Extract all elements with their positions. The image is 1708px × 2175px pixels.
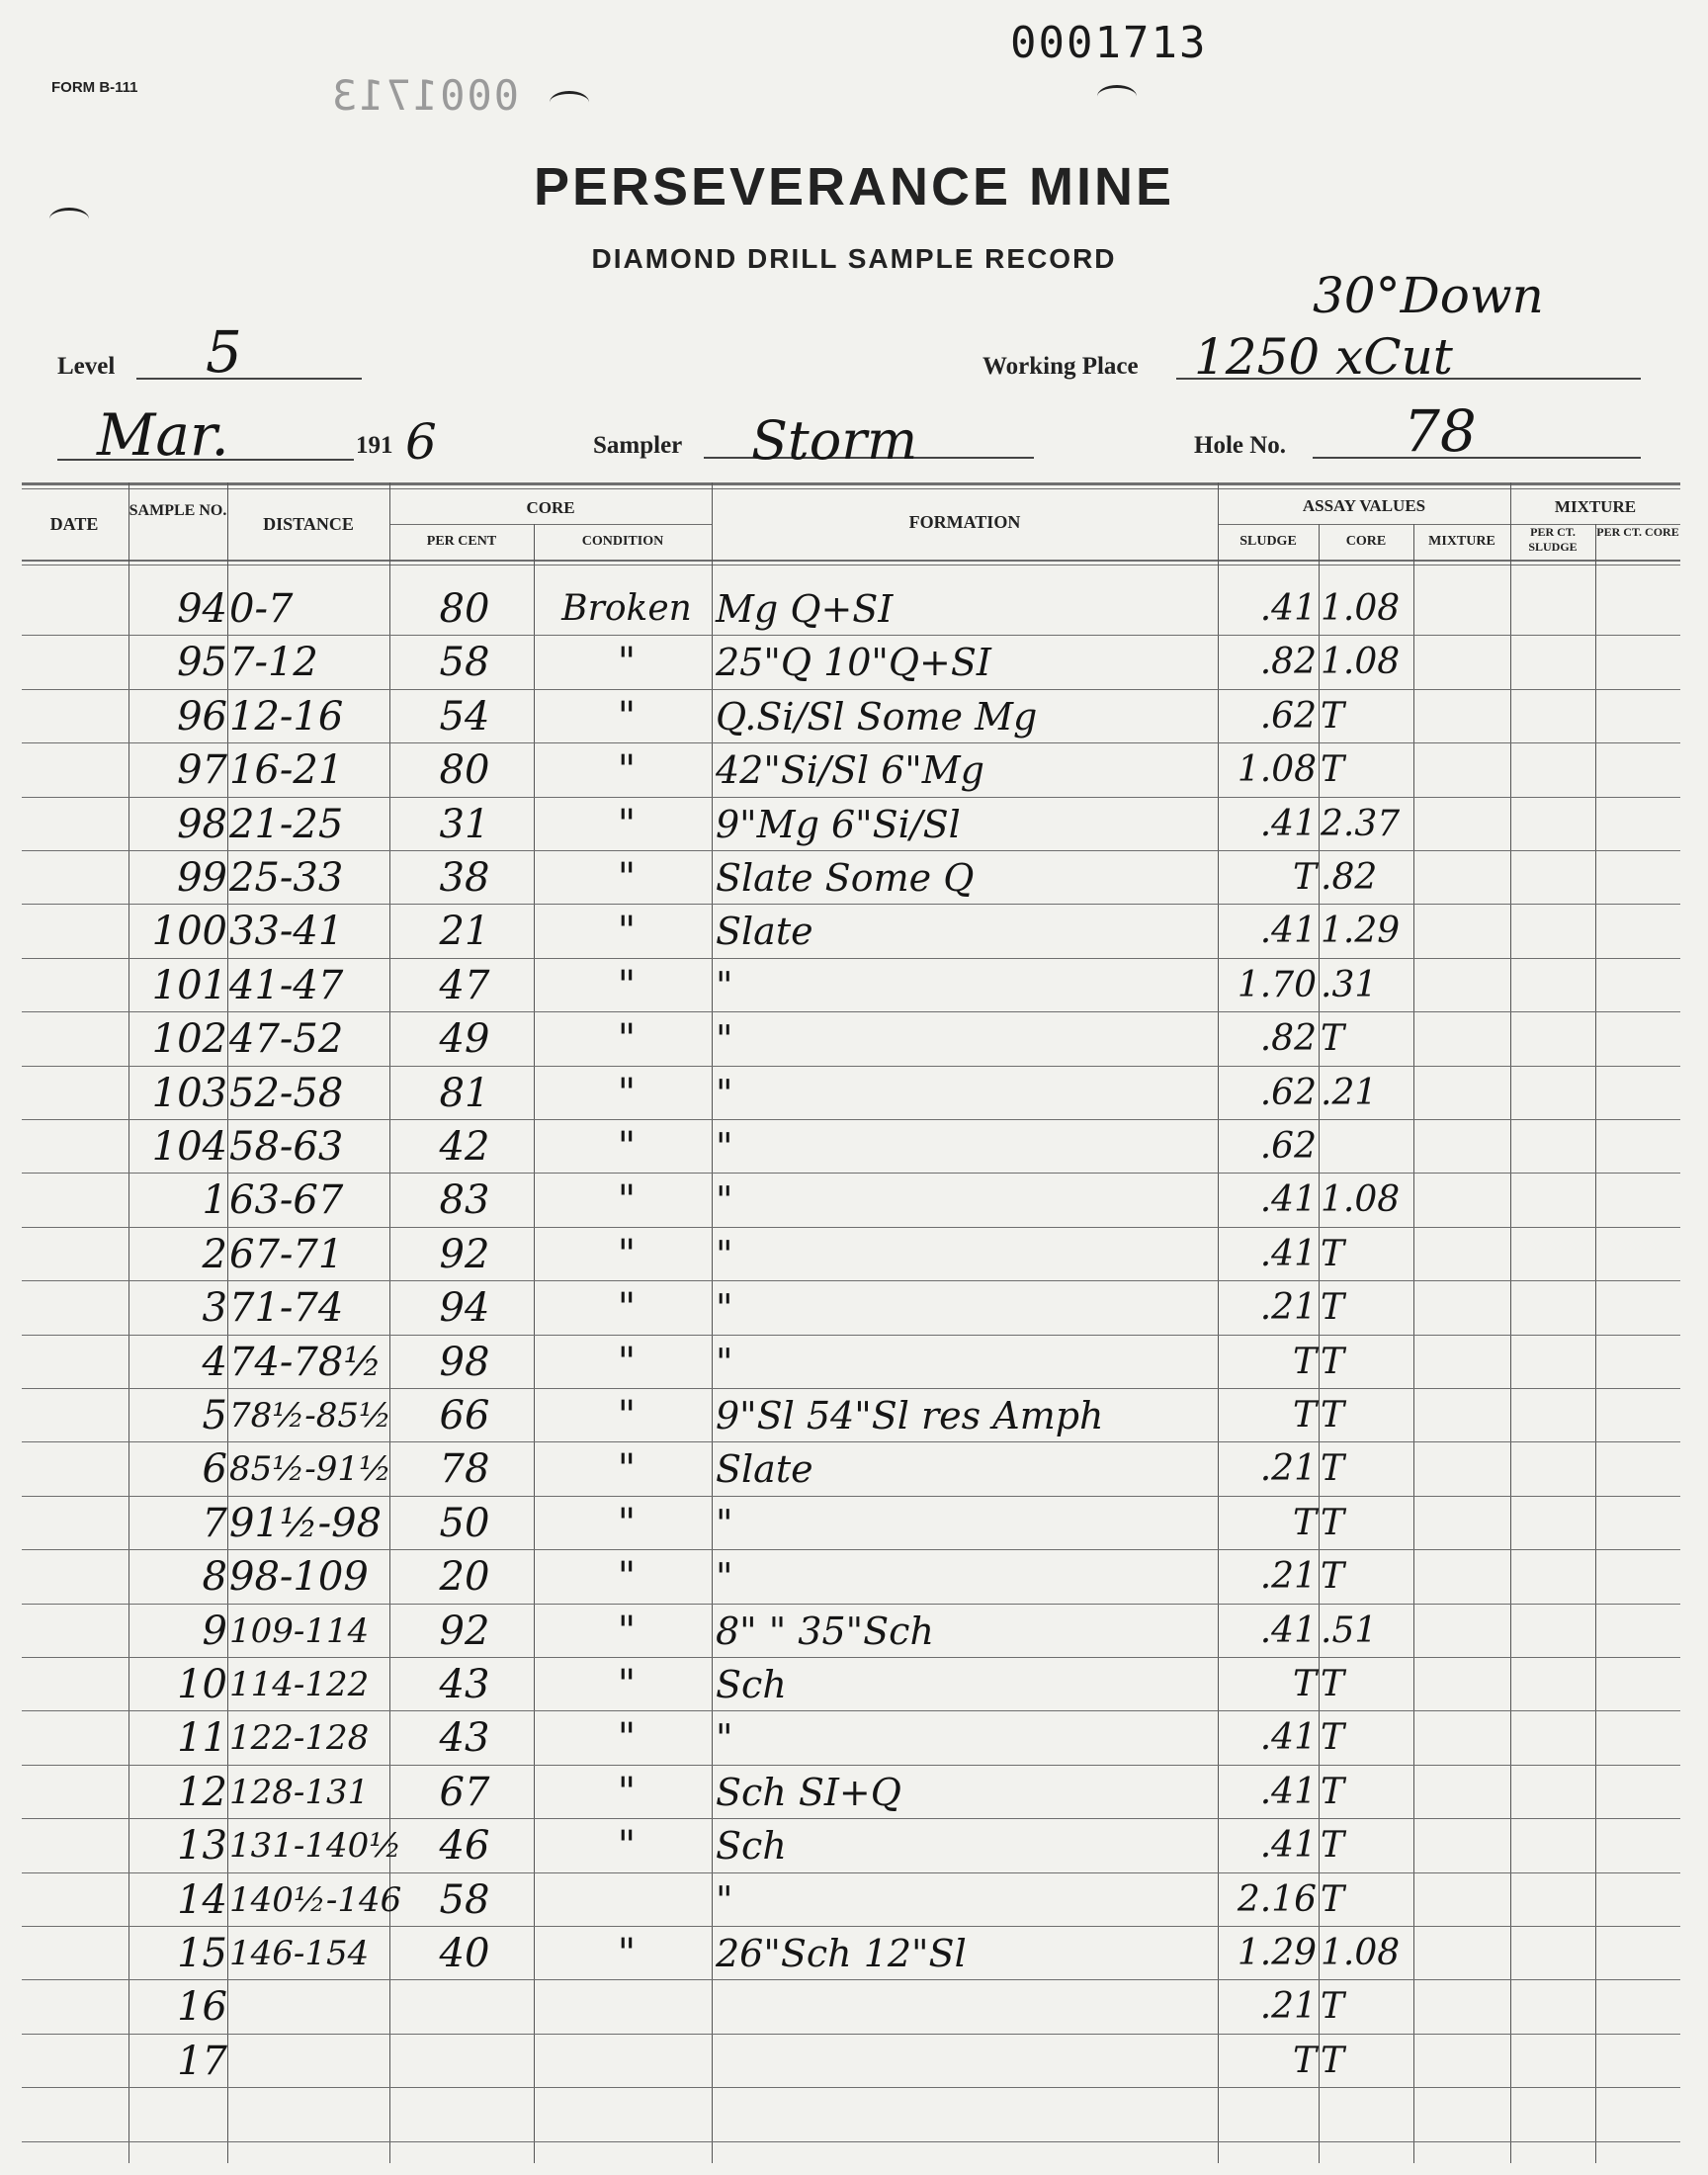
assay-sludge: .41 — [1259, 803, 1317, 844]
core-per-cent: 92 — [439, 1231, 490, 1277]
formation-text: " — [716, 1017, 733, 1062]
core-per-cent: 92 — [439, 1608, 490, 1654]
distance-value: 146-154 — [229, 1934, 370, 1973]
col-header-formation: FORMATION — [908, 512, 1021, 532]
sampler-label: Sampler — [593, 432, 683, 459]
row-rule — [22, 1441, 1680, 1442]
formation-text: 42"Si/Sl 6"Mg — [716, 748, 984, 793]
distance-value: 16-21 — [229, 747, 344, 794]
core-condition — [542, 2036, 712, 2087]
assay-sludge: .41 — [1259, 1771, 1317, 1812]
assay-sludge: .82 — [1259, 1018, 1317, 1060]
core-condition — [542, 1874, 712, 1926]
assay-core: .21 — [1321, 1072, 1378, 1113]
table-row — [0, 1874, 1708, 1926]
core-per-cent: 78 — [439, 1446, 490, 1493]
core-per-cent: 50 — [439, 1500, 490, 1546]
core-condition: " — [617, 962, 637, 1008]
row-rule — [22, 742, 1680, 743]
assay-sludge: 2.16 — [1237, 1878, 1317, 1920]
assay-sludge: .41 — [1259, 1610, 1317, 1651]
formation-text: Q.Si/Sl Some Mg — [716, 694, 1038, 739]
assay-sludge: .41 — [1259, 1717, 1317, 1759]
formation-text: " — [716, 1125, 733, 1169]
table-row — [0, 1282, 1708, 1334]
core-per-cent: 43 — [439, 1715, 490, 1762]
serial-number: 0001713 — [1010, 18, 1208, 68]
assay-sludge: .62 — [1259, 1072, 1317, 1113]
assay-core: T — [1321, 1448, 1345, 1490]
formation-text: " — [716, 963, 733, 1007]
formation-text: Mg Q+SI — [716, 587, 894, 631]
core-per-cent: 31 — [439, 801, 490, 847]
core-condition: " — [617, 747, 637, 794]
formation-text: " — [716, 1178, 733, 1223]
distance-value: 47-52 — [229, 1016, 344, 1063]
assay-sludge: .21 — [1259, 1556, 1317, 1598]
table-row — [0, 906, 1708, 957]
core-condition: " — [617, 1500, 637, 1546]
date-value: Mar. — [97, 401, 229, 469]
distance-value: 41-47 — [229, 962, 344, 1008]
row-rule — [22, 1280, 1680, 1281]
row-rule — [22, 1496, 1680, 1497]
table-row — [0, 1712, 1708, 1764]
row-rule — [22, 1119, 1680, 1120]
assay-core: T — [1321, 2040, 1345, 2081]
distance-value: 109-114 — [229, 1610, 370, 1651]
col-header-assay-mixture: MIXTURE — [1428, 534, 1495, 549]
sample-number: 11 — [177, 1715, 227, 1762]
col-header-mixture: MIXTURE — [1554, 497, 1637, 516]
assay-core: T — [1321, 1018, 1345, 1060]
table-header-bottom — [22, 565, 1680, 566]
row-rule — [22, 1227, 1680, 1228]
level-label: Level — [57, 353, 116, 380]
table-row — [0, 1498, 1708, 1549]
core-condition: " — [617, 1931, 637, 1976]
table-row — [0, 1551, 1708, 1603]
distance-value: 140½-146 — [229, 1879, 402, 1920]
assay-sludge: .41 — [1259, 1233, 1317, 1274]
sample-number: 13 — [177, 1823, 227, 1870]
distance-value: 71-74 — [229, 1285, 344, 1332]
col-header-per-ct-sludge: PER CT. SLUDGE — [1528, 525, 1578, 554]
page-title: PERSEVERANCE MINE — [533, 157, 1175, 217]
row-rule — [22, 1173, 1680, 1174]
formation-text: Slate — [716, 910, 813, 954]
form-number: FORM B-111 — [51, 79, 138, 96]
distance-value: 33-41 — [229, 909, 344, 955]
col-header-assay-values: ASSAY VALUES — [1302, 496, 1426, 515]
distance-value: 85½-91½ — [229, 1449, 391, 1490]
row-rule — [22, 1335, 1680, 1336]
sample-number: 5 — [202, 1393, 227, 1438]
sample-number: 10 — [177, 1662, 227, 1707]
sample-number: 100 — [151, 909, 227, 955]
core-condition: " — [617, 1715, 637, 1762]
assay-sludge: T — [1292, 1341, 1317, 1382]
row-rule — [22, 797, 1680, 798]
row-rule — [22, 1011, 1680, 1012]
core-per-cent: 47 — [439, 962, 490, 1008]
table-row — [0, 1981, 1708, 2033]
formation-text: 8" " 35"Sch — [716, 1609, 934, 1653]
assay-core: T — [1321, 1341, 1345, 1382]
assay-core: T — [1321, 1395, 1345, 1436]
row-rule — [22, 2087, 1680, 2088]
core-condition: " — [617, 1177, 637, 1224]
col-header-date: DATE — [49, 514, 99, 534]
core-condition: " — [617, 1823, 637, 1870]
assay-core: T — [1321, 749, 1345, 791]
row-rule — [22, 850, 1680, 851]
assay-sludge: .41 — [1259, 911, 1317, 952]
table-row — [0, 1013, 1708, 1065]
table-row — [0, 1229, 1708, 1280]
core-per-cent: 67 — [439, 1769, 490, 1815]
formation-text: Sch SI+Q — [716, 1770, 901, 1814]
sample-number: 12 — [177, 1769, 227, 1815]
core-per-cent: 58 — [439, 640, 490, 686]
col-header-sludge: SLUDGE — [1239, 534, 1297, 549]
formation-text: " — [716, 1501, 733, 1545]
core-condition: " — [617, 1016, 637, 1063]
assay-core: 1.08 — [1321, 642, 1401, 683]
distance-value: 21-25 — [229, 801, 344, 847]
formation-text: 9"Mg 6"Si/Sl — [716, 802, 961, 846]
distance-value: 7-12 — [229, 640, 318, 686]
formation-text: " — [716, 1340, 733, 1384]
sample-number: 99 — [177, 855, 227, 901]
table-row — [0, 744, 1708, 796]
core-condition: " — [617, 1393, 637, 1438]
table-row — [0, 852, 1708, 904]
table-row — [0, 1928, 1708, 1979]
assay-core: .31 — [1321, 964, 1378, 1005]
table-row — [0, 691, 1708, 742]
table-row — [0, 1390, 1708, 1441]
distance-value: 128-131 — [229, 1772, 370, 1812]
row-rule — [22, 1926, 1680, 1927]
assay-sludge: .62 — [1259, 1126, 1317, 1167]
core-condition: " — [617, 801, 637, 847]
assay-sludge: .21 — [1259, 1448, 1317, 1490]
core-per-cent: 38 — [439, 855, 490, 901]
core-header-divider — [389, 524, 712, 525]
formation-text: " — [716, 1877, 733, 1922]
sample-number: 103 — [151, 1070, 227, 1116]
row-rule — [22, 689, 1680, 690]
distance-value: 63-67 — [229, 1177, 344, 1224]
sample-number: 96 — [177, 693, 227, 740]
core-per-cent: 49 — [439, 1016, 490, 1063]
core-per-cent: 42 — [439, 1124, 490, 1170]
distance-value: 74-78½ — [229, 1339, 383, 1385]
working-place-label: Working Place — [982, 353, 1139, 380]
assay-core: 1.29 — [1321, 911, 1401, 952]
sample-number: 98 — [177, 801, 227, 847]
assay-core: 1.08 — [1321, 1179, 1401, 1221]
assay-core: T — [1321, 1878, 1345, 1920]
distance-value: 58-63 — [229, 1124, 344, 1170]
sample-number: 2 — [202, 1231, 227, 1277]
core-condition: " — [617, 1124, 637, 1170]
page-subtitle: DIAMOND DRILL SAMPLE RECORD — [591, 243, 1117, 274]
distance-value — [229, 2036, 389, 2087]
table-row — [0, 1121, 1708, 1173]
table-row — [0, 1659, 1708, 1710]
table-row — [0, 1068, 1708, 1119]
core-condition: " — [617, 1070, 637, 1116]
row-rule — [22, 1872, 1680, 1873]
core-condition: " — [617, 909, 637, 955]
core-per-cent: 80 — [439, 586, 490, 632]
level-value: 5 — [206, 318, 242, 386]
year-written: 6 — [405, 413, 437, 471]
working-place-note: 30°Down — [1313, 267, 1544, 324]
core-per-cent: 54 — [439, 693, 490, 740]
distance-value: 114-122 — [229, 1665, 370, 1704]
core-per-cent: 40 — [439, 1931, 490, 1976]
distance-value: 52-58 — [229, 1070, 344, 1116]
sample-number: 94 — [177, 586, 227, 632]
row-rule — [22, 1765, 1680, 1766]
table-row — [0, 583, 1708, 635]
assay-sludge: T — [1292, 2040, 1317, 2081]
assay-sludge: 1.08 — [1237, 749, 1317, 791]
core-condition: " — [617, 855, 637, 901]
core-per-cent: 58 — [439, 1876, 490, 1923]
col-header-per-cent: PER CENT — [426, 534, 497, 549]
col-header-core: CORE — [526, 498, 575, 517]
core-per-cent: 43 — [439, 1662, 490, 1707]
sample-number: 101 — [151, 962, 227, 1008]
serial-number-bleedthrough: 0001713 — [330, 71, 520, 120]
core-per-cent — [395, 1981, 534, 2033]
formation-text: " — [716, 1286, 733, 1331]
col-header-sample-no: SAMPLE NO. — [128, 502, 227, 519]
assay-sludge: .62 — [1259, 695, 1317, 737]
sample-number: 104 — [151, 1124, 227, 1170]
assay-sludge: T — [1292, 1395, 1317, 1436]
distance-value — [229, 1981, 389, 2033]
distance-value: 98-109 — [229, 1554, 369, 1601]
core-per-cent: 21 — [439, 909, 490, 955]
assay-sludge: .41 — [1259, 588, 1317, 629]
col-header-per-ct-core: PER CT. CORE — [1596, 525, 1679, 539]
assay-core: .51 — [1321, 1610, 1378, 1651]
core-condition: " — [617, 1285, 637, 1332]
row-rule — [22, 1066, 1680, 1067]
sample-number: 3 — [202, 1285, 227, 1332]
core-condition: " — [617, 1769, 637, 1815]
table-row — [0, 1337, 1708, 1388]
formation-text: " — [716, 1716, 733, 1761]
assay-header-divider — [1218, 524, 1510, 525]
assay-sludge: .41 — [1259, 1179, 1317, 1221]
assay-sludge: .82 — [1259, 642, 1317, 683]
assay-core: 2.37 — [1321, 803, 1401, 844]
assay-core: T — [1321, 1233, 1345, 1274]
table-row — [0, 1606, 1708, 1657]
core-per-cent: 20 — [439, 1554, 490, 1601]
assay-sludge: 1.70 — [1237, 964, 1317, 1005]
formation-text: Sch — [716, 1824, 787, 1869]
assay-core — [1321, 1121, 1413, 1173]
table-row — [0, 2036, 1708, 2087]
sample-number: 9 — [202, 1608, 227, 1654]
sample-number: 16 — [177, 1984, 227, 2031]
sample-number: 4 — [202, 1339, 227, 1385]
distance-value: 0-7 — [229, 586, 294, 632]
sample-number: 95 — [177, 640, 227, 686]
sample-number: 7 — [202, 1500, 227, 1546]
core-per-cent: 66 — [439, 1393, 490, 1438]
core-per-cent: 81 — [439, 1070, 490, 1116]
table-row — [0, 637, 1708, 688]
table-row — [0, 799, 1708, 850]
core-per-cent: 98 — [439, 1339, 490, 1385]
formation-text: " — [716, 1555, 733, 1600]
core-condition: " — [617, 1554, 637, 1601]
distance-value: 25-33 — [229, 855, 344, 901]
col-header-distance: DISTANCE — [263, 514, 354, 534]
row-rule — [22, 635, 1680, 636]
year-printed: 191 — [356, 432, 393, 459]
assay-core: T — [1321, 695, 1345, 737]
assay-core: T — [1321, 1717, 1345, 1759]
formation-text: Sch — [716, 1663, 787, 1706]
table-row — [0, 1174, 1708, 1226]
core-condition — [542, 1981, 712, 2033]
core-per-cent — [395, 2036, 534, 2087]
assay-sludge: T — [1292, 1502, 1317, 1543]
formation-text: 26"Sch 12"Sl — [716, 1932, 967, 1975]
core-per-cent: 80 — [439, 747, 490, 794]
formation-text — [716, 2036, 1210, 2087]
distance-value: 91½-98 — [229, 1500, 383, 1546]
assay-core: T — [1321, 1771, 1345, 1812]
formation-text: " — [716, 1071, 733, 1115]
sample-number: 15 — [177, 1931, 227, 1976]
core-condition: " — [617, 1446, 637, 1493]
distance-value: 122-128 — [229, 1718, 370, 1759]
assay-sludge: T — [1292, 857, 1317, 898]
assay-core: T — [1321, 1502, 1345, 1543]
row-rule — [22, 1979, 1680, 1980]
col-header-condition: CONDITION — [581, 534, 664, 549]
row-rule — [22, 2141, 1680, 2142]
assay-core: T — [1321, 1287, 1345, 1329]
sample-number: 14 — [177, 1876, 227, 1923]
table-top-border — [22, 488, 1680, 489]
sampler-value: Storm — [751, 409, 918, 472]
sample-number: 17 — [177, 2038, 227, 2084]
distance-value: 67-71 — [229, 1231, 344, 1277]
core-per-cent: 94 — [439, 1285, 490, 1332]
core-per-cent: 83 — [439, 1177, 490, 1224]
table-top-border — [22, 482, 1680, 485]
assay-core: T — [1321, 1825, 1345, 1867]
assay-core: 1.08 — [1321, 588, 1401, 629]
row-rule — [22, 1657, 1680, 1658]
formation-text: 9"Sl 54"Sl res Amph — [716, 1394, 1104, 1437]
col-header-assay-core: CORE — [1345, 534, 1387, 549]
row-rule — [22, 904, 1680, 905]
core-per-cent: 46 — [439, 1823, 490, 1870]
sample-number: 97 — [177, 747, 227, 794]
distance-value: 78½-85½ — [229, 1396, 391, 1436]
formation-text — [716, 1981, 1210, 2033]
assay-sludge: .21 — [1259, 1287, 1317, 1329]
table-row — [0, 1443, 1708, 1495]
assay-core: T — [1321, 1556, 1345, 1598]
row-rule — [22, 1549, 1680, 1550]
sample-number: 6 — [202, 1446, 227, 1493]
row-rule — [22, 1710, 1680, 1711]
working-place-value: 1250 xCut — [1194, 328, 1453, 386]
sample-number: 8 — [202, 1554, 227, 1601]
hole-number-value: 78 — [1404, 397, 1477, 465]
sample-number: 102 — [151, 1016, 227, 1063]
core-condition: Broken — [561, 588, 692, 629]
assay-core: .82 — [1321, 857, 1378, 898]
distance-value: 12-16 — [229, 693, 344, 740]
hole-number-label: Hole No. — [1194, 432, 1287, 459]
assay-sludge: T — [1292, 1664, 1317, 1704]
assay-core: T — [1321, 1986, 1345, 2028]
row-rule — [22, 1388, 1680, 1389]
core-condition: " — [617, 693, 637, 740]
assay-sludge: .41 — [1259, 1825, 1317, 1867]
core-condition: " — [617, 1662, 637, 1707]
row-rule — [22, 1818, 1680, 1819]
table-row — [0, 960, 1708, 1011]
formation-text: Slate — [716, 1447, 813, 1492]
assay-sludge: .21 — [1259, 1986, 1317, 2028]
formation-text: 25"Q 10"Q+SI — [716, 641, 991, 685]
assay-sludge: 1.29 — [1237, 1933, 1317, 1973]
sample-number: 1 — [202, 1177, 227, 1224]
assay-core: T — [1321, 1664, 1345, 1704]
core-condition: " — [617, 1339, 637, 1385]
formation-text: " — [716, 1232, 733, 1276]
table-header-bottom — [22, 560, 1680, 562]
row-rule — [22, 2034, 1680, 2035]
core-condition: " — [617, 1231, 637, 1277]
distance-value: 131-140½ — [229, 1826, 402, 1867]
core-condition: " — [617, 1608, 637, 1654]
table-row — [0, 1820, 1708, 1871]
table-row — [0, 1767, 1708, 1818]
formation-text: Slate Some Q — [716, 856, 975, 900]
row-rule — [22, 1604, 1680, 1605]
row-rule — [22, 958, 1680, 959]
core-condition: " — [617, 640, 637, 686]
assay-core: 1.08 — [1321, 1933, 1401, 1973]
